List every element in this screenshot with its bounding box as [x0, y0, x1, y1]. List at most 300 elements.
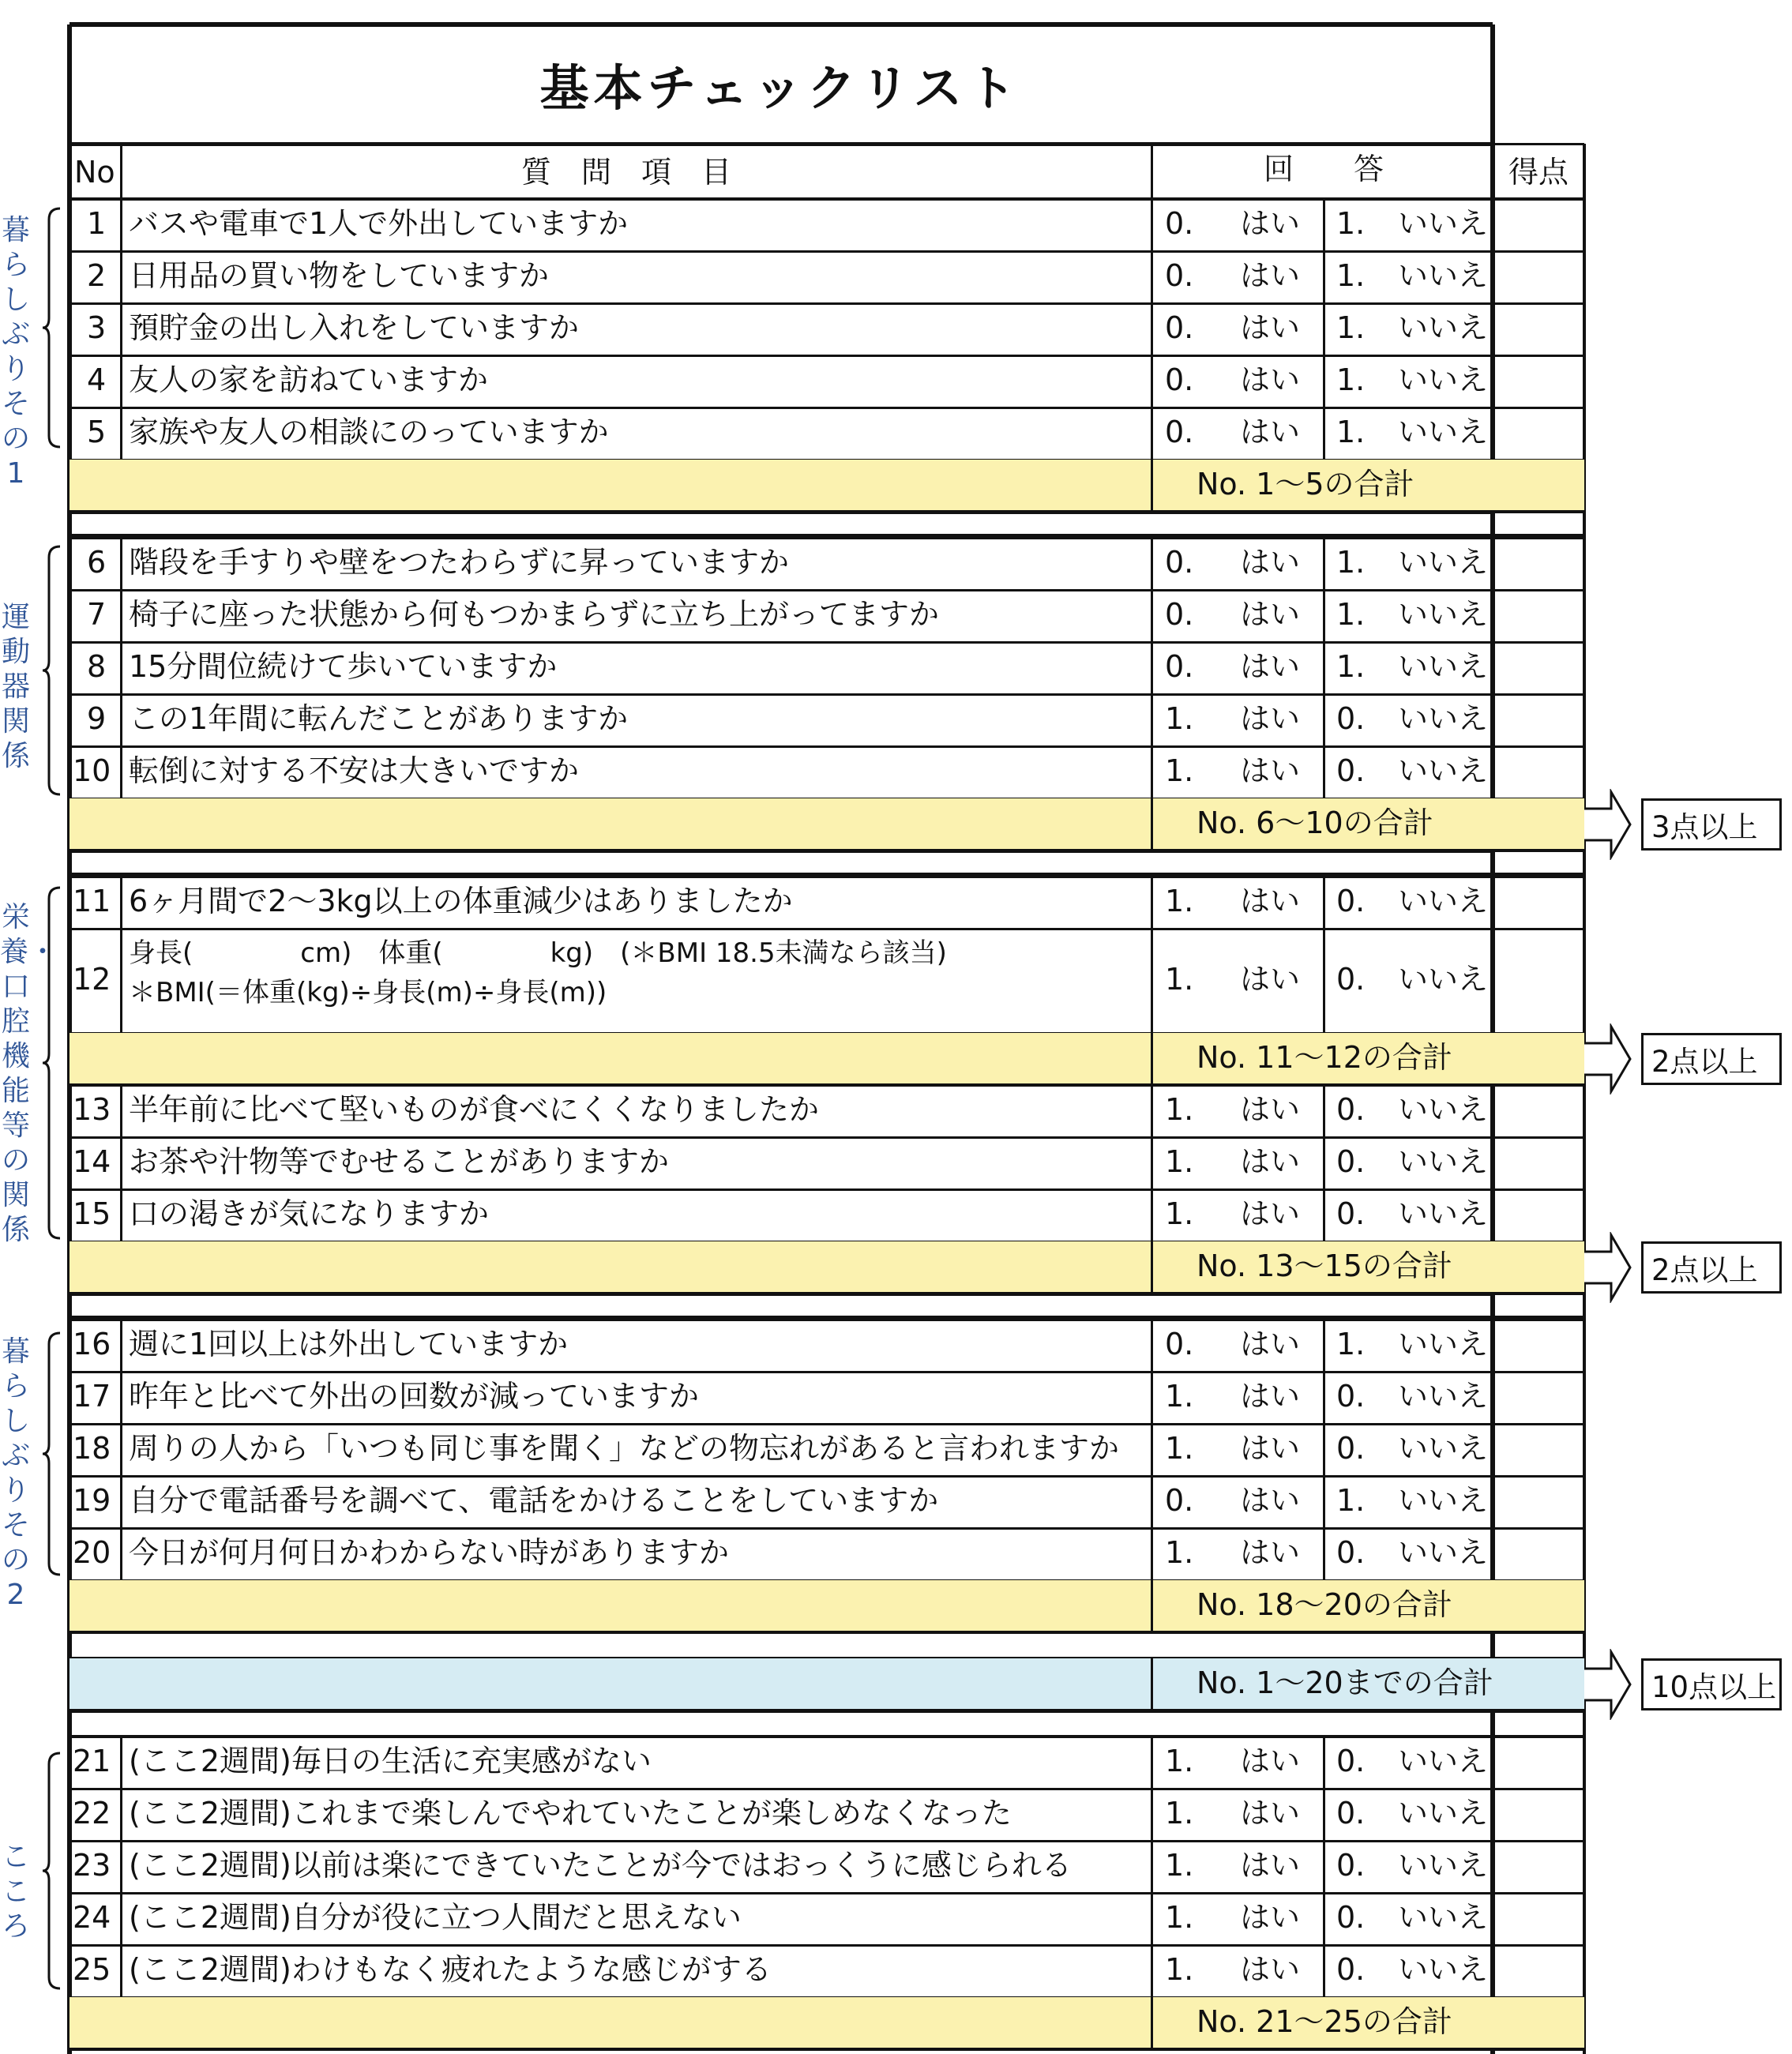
- grid-line-h: [70, 197, 1584, 201]
- question-number: 1: [87, 206, 107, 241]
- grid-line-v: [1151, 590, 1153, 642]
- answer-2-value: 1.: [1336, 362, 1366, 397]
- score-cell[interactable]: [1495, 1739, 1582, 1786]
- grid-line-v: [1151, 1789, 1153, 1841]
- question-text: 日用品の買い物をしていますか: [129, 258, 550, 293]
- question-number: 8: [87, 649, 107, 684]
- answer-2-label: いいえ: [1398, 545, 1489, 580]
- grid-line-h: [70, 355, 1584, 357]
- question-text: バスや電車で1人で外出していますか: [129, 206, 629, 241]
- grid-line-v: [1323, 1320, 1325, 1372]
- grid-line-v: [1323, 1841, 1325, 1893]
- grid-line-v: [120, 694, 122, 746]
- grid-line-h: [70, 693, 1584, 696]
- answer-2-label: いいえ: [1398, 884, 1489, 918]
- answer-1-value: 1.: [1165, 1535, 1194, 1570]
- question-number: 9: [87, 701, 107, 736]
- grid-line-v: [1151, 1424, 1153, 1476]
- grid-line-h: [70, 1631, 1493, 1634]
- grid-line-h: [70, 1371, 1584, 1373]
- answer-1-value: 1.: [1165, 1196, 1194, 1231]
- answer-1-value: 0.: [1165, 1327, 1194, 1361]
- answer-1-label: はい: [1240, 1379, 1301, 1414]
- answer-1-value: 0.: [1165, 415, 1194, 449]
- answer-2-label: いいえ: [1398, 1196, 1489, 1231]
- question-text: (ここ2週間)自分が役に立つ人間だと思えない: [129, 1900, 742, 1935]
- grid-line-v: [1323, 303, 1325, 355]
- grid-line-v: [120, 303, 122, 355]
- answer-2-label: いいえ: [1398, 962, 1489, 997]
- answer-2-value: 0.: [1336, 1744, 1366, 1778]
- grid-line-v: [120, 144, 122, 199]
- grid-line-h: [70, 2048, 1584, 2051]
- answer-2-label: いいえ: [1398, 1431, 1489, 1466]
- category-label: 暮らしぶりその2: [1, 1335, 30, 1611]
- grid-line-h: [70, 849, 1493, 853]
- grid-line-h: [70, 510, 1493, 514]
- grid-line-v: [1323, 877, 1325, 929]
- answer-1-label: はい: [1240, 1196, 1301, 1231]
- question-text-2: ＊BMI(＝体重(kg)÷身長(m)÷身長(m)): [129, 977, 607, 1008]
- answer-2-label: いいえ: [1398, 1900, 1489, 1935]
- answer-1-value: 1.: [1165, 1848, 1194, 1883]
- category-label: 栄養・口腔機能等の関係: [0, 901, 58, 1246]
- answer-2-value: 0.: [1336, 1796, 1366, 1831]
- answer-1-label: はい: [1240, 258, 1301, 293]
- question-text: この1年間に転んだことがありますか: [129, 701, 629, 736]
- answer-2-label: いいえ: [1398, 415, 1489, 449]
- score-cell[interactable]: [1495, 697, 1582, 744]
- question-text: 自分で電話番号を調べて、電話をかけることをしていますか: [129, 1483, 939, 1518]
- question-text: (ここ2週間)以前は楽にできていたことが今ではおっくうに感じられる: [129, 1848, 1072, 1883]
- answer-2-value: 1.: [1336, 206, 1366, 241]
- grid-line-h: [70, 302, 1584, 305]
- answer-1-value: 1.: [1165, 1092, 1194, 1127]
- grid-line-h: [70, 1136, 1584, 1139]
- grid-line-v: [1323, 1945, 1325, 1997]
- score-cell[interactable]: [1495, 879, 1582, 926]
- answer-1-value: 1.: [1165, 962, 1194, 997]
- answer-2-label: いいえ: [1398, 1848, 1489, 1883]
- grid-line-v: [120, 590, 122, 642]
- subtotal-score-fill[interactable]: [1493, 460, 1584, 512]
- score-cell[interactable]: [1495, 592, 1582, 640]
- arrow-right-icon: [1583, 1232, 1633, 1303]
- answer-1-value: 0.: [1165, 649, 1194, 684]
- grid-line-v: [1151, 460, 1153, 512]
- subtotal-label: No. 21～25の合計: [1197, 2004, 1452, 2039]
- question-text: 周りの人から「いつも同じ事を聞く」などの物忘れがあると言われますか: [129, 1431, 1120, 1466]
- arrow-right-icon: [1583, 1023, 1633, 1095]
- question-number: 21: [73, 1744, 111, 1778]
- score-cell[interactable]: [1495, 1140, 1582, 1187]
- score-cell[interactable]: [1495, 644, 1582, 692]
- grid-line-h: [70, 1892, 1584, 1894]
- grid-line-v: [120, 1945, 122, 1997]
- answer-2-value: 0.: [1336, 1196, 1366, 1231]
- grid-line-v: [1151, 798, 1153, 851]
- grid-line-v: [1151, 1945, 1153, 1997]
- question-text: 預貯金の出し入れをしていますか: [129, 310, 580, 345]
- answer-1-value: 0.: [1165, 545, 1194, 580]
- answer-1-value: 1.: [1165, 1952, 1194, 1987]
- score-cell[interactable]: [1495, 1947, 1582, 1995]
- answer-2-label: いいえ: [1398, 753, 1489, 788]
- grid-line-v: [120, 877, 122, 929]
- score-cell[interactable]: [1495, 1791, 1582, 1838]
- grid-line-v: [1151, 1085, 1153, 1137]
- grid-line-v: [1323, 1476, 1325, 1528]
- answer-2-label: いいえ: [1398, 701, 1489, 736]
- grid-line-v: [1151, 1241, 1153, 1294]
- answer-1-label: はい: [1240, 597, 1301, 632]
- answer-2-label: いいえ: [1398, 310, 1489, 345]
- grid-line-h: [70, 1709, 1584, 1713]
- grid-line-h: [1493, 143, 1584, 145]
- answer-2-label: いいえ: [1398, 258, 1489, 293]
- grid-line-v: [120, 251, 122, 303]
- grid-line-v: [1151, 1893, 1153, 1945]
- grid-line-v: [120, 1085, 122, 1137]
- answer-2-label: いいえ: [1398, 1144, 1489, 1179]
- question-text: 身長( cm) 体重( kg) (＊BMI 18.5未満なら該当): [129, 937, 947, 969]
- subtotal-score-fill[interactable]: [1493, 1658, 1584, 1710]
- header-answer: 回 答: [1264, 152, 1384, 186]
- score-cell[interactable]: [1495, 1322, 1582, 1369]
- subtotal-score-fill[interactable]: [1493, 798, 1584, 851]
- score-cell[interactable]: [1495, 540, 1582, 588]
- question-number: 25: [73, 1952, 111, 1987]
- grid-line-h: [70, 407, 1584, 409]
- grid-line-v: [1151, 1658, 1153, 1710]
- category-label: こころ: [1, 1841, 30, 1943]
- grid-line-h: [70, 1527, 1584, 1530]
- answer-2-value: 1.: [1336, 415, 1366, 449]
- grid-line-v: [1151, 877, 1153, 929]
- grid-line-h: [70, 1735, 1584, 1738]
- question-text: 今日が何月何日かわからない時がありますか: [129, 1535, 730, 1570]
- grid-line-v: [120, 1137, 122, 1189]
- grid-line-v: [1323, 1737, 1325, 1789]
- answer-1-value: 0.: [1165, 310, 1194, 345]
- question-number: 6: [87, 545, 107, 580]
- grid-line-v: [120, 1893, 122, 1945]
- grid-line-v: [120, 407, 122, 460]
- score-cell[interactable]: [1495, 306, 1582, 353]
- grid-line-v: [120, 1320, 122, 1372]
- score-cell[interactable]: [1495, 1426, 1582, 1474]
- grid-line-h: [70, 1423, 1584, 1425]
- answer-2-label: いいえ: [1398, 1092, 1489, 1127]
- grid-line-v: [1151, 355, 1153, 407]
- score-cell[interactable]: [1495, 201, 1582, 249]
- question-text: 6ヶ月間で2～3kg以上の体重減少はありましたか: [129, 884, 793, 918]
- answer-2-label: いいえ: [1398, 1952, 1489, 1987]
- answer-2-value: 1.: [1336, 545, 1366, 580]
- answer-2-value: 1.: [1336, 649, 1366, 684]
- grid-line-v: [1323, 590, 1325, 642]
- answer-1-label: はい: [1240, 362, 1301, 397]
- answer-2-value: 1.: [1336, 597, 1366, 632]
- grid-line-v: [1151, 642, 1153, 694]
- grid-line-h: [70, 1292, 1493, 1296]
- answer-1-value: 1.: [1165, 1744, 1194, 1778]
- answer-2-label: いいえ: [1398, 1796, 1489, 1831]
- grid-line-v: [120, 199, 122, 251]
- score-cell[interactable]: [1495, 358, 1582, 405]
- question-number: 2: [87, 258, 107, 293]
- answer-2-label: いいえ: [1398, 1483, 1489, 1518]
- score-cell[interactable]: [1495, 1087, 1582, 1135]
- question-number: 15: [73, 1196, 111, 1231]
- grid-line-v: [1151, 1320, 1153, 1372]
- answer-1-label: はい: [1240, 1535, 1301, 1570]
- answer-2-value: 1.: [1336, 310, 1366, 345]
- answer-1-label: はい: [1240, 1848, 1301, 1883]
- question-number: 11: [73, 884, 111, 918]
- subtotal-label: No. 18～20の合計: [1197, 1587, 1452, 1622]
- question-number: 7: [87, 597, 107, 632]
- answer-1-label: はい: [1240, 545, 1301, 580]
- question-number: 23: [73, 1848, 111, 1883]
- answer-1-value: 0.: [1165, 362, 1194, 397]
- category-label: 運動器関係: [1, 601, 30, 772]
- answer-2-value: 0.: [1336, 1900, 1366, 1935]
- answer-2-value: 0.: [1336, 1535, 1366, 1570]
- grid-line-v: [1323, 355, 1325, 407]
- grid-line-v: [120, 1528, 122, 1580]
- answer-1-label: はい: [1240, 1144, 1301, 1179]
- answer-1-label: はい: [1240, 1796, 1301, 1831]
- answer-1-label: はい: [1240, 206, 1301, 241]
- question-text: 転倒に対する不安は大きいですか: [129, 753, 580, 788]
- category-bracket: [41, 1752, 65, 1990]
- grid-line-v: [120, 355, 122, 407]
- grid-line-v: [1151, 1580, 1153, 1632]
- grid-line-v: [1323, 1893, 1325, 1945]
- subtotal-label: No. 1～5の合計: [1197, 467, 1414, 501]
- grid-line-h: [70, 875, 1584, 878]
- answer-1-label: はい: [1240, 962, 1301, 997]
- arrow-right-icon: [1583, 789, 1633, 860]
- answer-2-label: いいえ: [1398, 1327, 1489, 1361]
- grid-line-h: [70, 536, 1584, 539]
- answer-2-label: いいえ: [1398, 597, 1489, 632]
- answer-1-value: 0.: [1165, 206, 1194, 241]
- question-number: 12: [73, 962, 111, 997]
- question-text: 階段を手すりや壁をつたわらずに昇っていますか: [129, 545, 790, 580]
- grid-line-v: [120, 1789, 122, 1841]
- answer-2-label: いいえ: [1398, 206, 1489, 241]
- grid-line-v: [1323, 251, 1325, 303]
- question-text: 15分間位続けて歩いていますか: [129, 649, 558, 684]
- grid-line-v: [1323, 694, 1325, 746]
- threshold-box: 10点以上: [1641, 1658, 1782, 1710]
- answer-1-value: 1.: [1165, 1796, 1194, 1831]
- grid-line-h: [70, 250, 1584, 253]
- grid-line-v: [120, 1189, 122, 1241]
- answer-1-value: 1.: [1165, 1431, 1194, 1466]
- threshold-box: 2点以上: [1641, 1241, 1782, 1294]
- answer-1-value: 1.: [1165, 1900, 1194, 1935]
- threshold-box: 3点以上: [1641, 798, 1782, 851]
- grid-line-v: [1151, 538, 1153, 590]
- grid-line-v: [1151, 1189, 1153, 1241]
- answer-1-value: 1.: [1165, 1144, 1194, 1179]
- question-number: 20: [73, 1535, 111, 1570]
- question-number: 16: [73, 1327, 111, 1361]
- grid-line-v: [120, 538, 122, 590]
- answer-2-label: いいえ: [1398, 362, 1489, 397]
- score-cell[interactable]: [1495, 749, 1582, 796]
- answer-1-label: はい: [1240, 1744, 1301, 1778]
- answer-1-label: はい: [1240, 1900, 1301, 1935]
- question-text: 週に1回以上は外出していますか: [129, 1327, 569, 1361]
- answer-1-label: はい: [1240, 1483, 1301, 1518]
- grid-line-v: [1151, 251, 1153, 303]
- answer-1-label: はい: [1240, 649, 1301, 684]
- score-cell[interactable]: [1495, 1478, 1582, 1526]
- grid-line-v: [1323, 538, 1325, 590]
- grid-line-v: [1323, 1189, 1325, 1241]
- grid-line-v: [120, 642, 122, 694]
- question-text: 昨年と比べて外出の回数が減っていますか: [129, 1379, 700, 1414]
- subtotal-label: No. 6～10の合計: [1197, 805, 1433, 840]
- answer-2-value: 0.: [1336, 962, 1366, 997]
- score-cell[interactable]: [1495, 1530, 1582, 1578]
- grid-line-h: [70, 745, 1584, 748]
- grid-line-v: [1323, 1372, 1325, 1424]
- subtotal-score-fill[interactable]: [1493, 1241, 1584, 1294]
- answer-1-value: 1.: [1165, 884, 1194, 918]
- answer-1-label: はい: [1240, 884, 1301, 918]
- question-number: 24: [73, 1900, 111, 1935]
- answer-2-value: 0.: [1336, 1092, 1366, 1127]
- category-bracket: [41, 886, 65, 1240]
- grid-line-v: [1151, 1137, 1153, 1189]
- answer-2-label: いいえ: [1398, 649, 1489, 684]
- answer-2-label: いいえ: [1398, 1535, 1489, 1570]
- score-cell[interactable]: [1495, 931, 1582, 1031]
- grid-line-h: [70, 1788, 1584, 1790]
- grid-line-h: [70, 1188, 1584, 1191]
- grid-line-v: [1151, 303, 1153, 355]
- grid-line-v: [1323, 199, 1325, 251]
- grid-line-v: [1151, 199, 1153, 251]
- grid-line-v: [1151, 1528, 1153, 1580]
- subtotal-label: No. 1～20までの合計: [1197, 1665, 1493, 1700]
- score-cell[interactable]: [1495, 253, 1582, 301]
- question-text: 口の渇きが気になりますか: [129, 1196, 490, 1231]
- grid-line-h: [70, 1840, 1584, 1842]
- grid-line-v: [1323, 642, 1325, 694]
- category-bracket: [41, 545, 65, 796]
- question-text: (ここ2週間)毎日の生活に充実感がない: [129, 1744, 652, 1778]
- grid-line-v: [1151, 694, 1153, 746]
- arrow-right-icon: [1583, 1649, 1633, 1720]
- grid-line-v: [1151, 929, 1153, 1033]
- grid-line-h: [70, 641, 1584, 644]
- grid-line-v: [1151, 1033, 1153, 1085]
- grid-line-v: [1151, 1737, 1153, 1789]
- subtotal-score-fill[interactable]: [1493, 1033, 1584, 1085]
- grid-line-v: [1323, 929, 1325, 1033]
- grid-line-v: [1151, 746, 1153, 798]
- grid-line-v: [1151, 407, 1153, 460]
- grid-line-v: [1151, 1841, 1153, 1893]
- answer-2-label: いいえ: [1398, 1744, 1489, 1778]
- answer-1-label: はい: [1240, 415, 1301, 449]
- answer-2-value: 1.: [1336, 1327, 1366, 1361]
- grid-line-v: [120, 929, 122, 1033]
- grid-line-h: [70, 1318, 1584, 1321]
- question-number: 19: [73, 1483, 111, 1518]
- answer-1-value: 1.: [1165, 1379, 1194, 1414]
- threshold-box: 2点以上: [1641, 1033, 1782, 1085]
- answer-2-value: 0.: [1336, 1848, 1366, 1883]
- category-bracket: [41, 207, 65, 449]
- grid-line-v: [1323, 1789, 1325, 1841]
- subtotal-label: No. 11～12の合計: [1197, 1040, 1452, 1075]
- answer-1-label: はい: [1240, 1092, 1301, 1127]
- grid-line-v: [120, 746, 122, 798]
- question-text: 友人の家を訪ねていますか: [129, 362, 489, 397]
- grid-line-v: [1323, 1085, 1325, 1137]
- grid-line-v: [120, 1737, 122, 1789]
- question-number: 5: [87, 415, 107, 449]
- grid-line-v: [1151, 1997, 1153, 2049]
- question-number: 4: [87, 362, 107, 397]
- question-text: 半年前に比べて堅いものが食べにくくなりましたか: [129, 1092, 820, 1127]
- answer-1-label: はい: [1240, 753, 1301, 788]
- score-cell[interactable]: [1495, 1843, 1582, 1891]
- page-title: 基本チェックリスト: [539, 58, 1021, 117]
- question-number: 3: [87, 310, 107, 345]
- answer-1-label: はい: [1240, 701, 1301, 736]
- question-number: 22: [73, 1796, 111, 1831]
- grid-line-v: [1323, 1528, 1325, 1580]
- answer-2-value: 1.: [1336, 258, 1366, 293]
- question-text: (ここ2週間)わけもなく疲れたような感じがする: [129, 1952, 772, 1987]
- grid-line-v: [1323, 1137, 1325, 1189]
- grid-line-v: [1323, 746, 1325, 798]
- answer-2-value: 0.: [1336, 884, 1366, 918]
- question-text: 椅子に座った状態から何もつかまらずに立ち上がってますか: [129, 597, 940, 632]
- answer-2-value: 0.: [1336, 753, 1366, 788]
- answer-1-value: 0.: [1165, 258, 1194, 293]
- score-cell[interactable]: [1495, 1192, 1582, 1239]
- question-number: 17: [73, 1379, 111, 1414]
- grid-line-v: [120, 1841, 122, 1893]
- subtotal-score-fill[interactable]: [1493, 1997, 1584, 2049]
- grid-line-v: [1151, 1476, 1153, 1528]
- category-bracket: [41, 1331, 65, 1576]
- question-number: 10: [73, 753, 111, 788]
- answer-2-value: 0.: [1336, 1431, 1366, 1466]
- subtotal-score-fill[interactable]: [1493, 1580, 1584, 1632]
- score-cell[interactable]: [1495, 1895, 1582, 1943]
- subtotal-label: No. 13～15の合計: [1197, 1249, 1452, 1283]
- answer-1-label: はい: [1240, 1952, 1301, 1987]
- grid-line-v: [1323, 407, 1325, 460]
- score-cell[interactable]: [1495, 410, 1582, 457]
- grid-line-v: [120, 1476, 122, 1528]
- answer-1-value: 1.: [1165, 701, 1194, 736]
- score-cell[interactable]: [1495, 1374, 1582, 1421]
- header-no: No: [74, 155, 115, 190]
- question-number: 14: [73, 1144, 111, 1179]
- header-question: 質 問 項 目: [521, 155, 732, 190]
